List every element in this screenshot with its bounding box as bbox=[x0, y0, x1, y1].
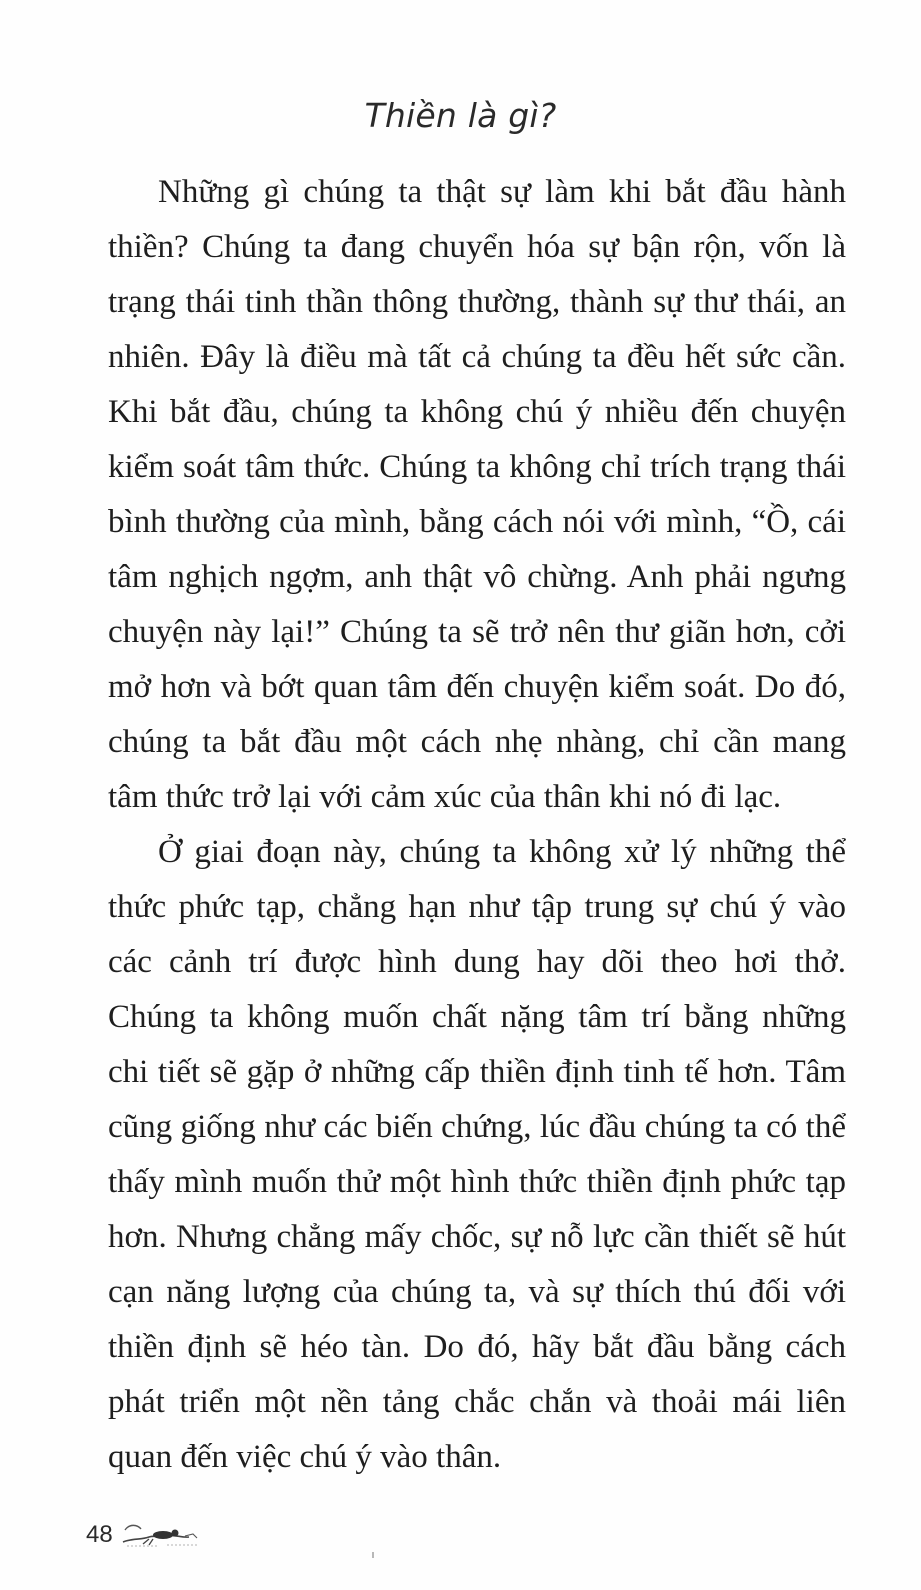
paragraph-1: Những gì chúng ta thật sự làm khi bắt đầu hành thiền? Chúng ta đang chuyển hóa sự bận rộn, vốn là trạng thái tinh thần thông thường, thành sự thư thái, an nhiên. Đây là điều mà tất cả chúng ta đều hết sức cần. Khi bắt đầu, chúng ta không chú ý nhiều đến chuyện kiểm soát tâm thức. Chúng ta không chỉ trích trạng thái bình thường của mình, bằng cách nói với mình, “Ồ, cái tâm nghịch ngợm, anh thật vô chừng. Anh phải ngưng chuyện này lại!” Chúng ta sẽ trở nên thư giãn hơn, cởi mở hơn và bớt quan tâm đến chuyện kiểm soát. Do đó, chúng ta bắt đầu một cách nhẹ nhàng, chỉ cần mang tâm thức trở lại với cảm xúc của thân khi nó đi lạc. bbox=[108, 174, 846, 815]
running-header: Thiền là gì? bbox=[364, 96, 557, 135]
body-text bbox=[108, 165, 846, 1485]
paragraph-2: Ở giai đoạn này, chúng ta không xử lý những thể thức phức tạp, chẳng hạn như tập trung sự chú ý vào các cảnh trí được hình dung hay dõi theo hơi thở. Chúng ta không muốn chất nặng tâm trí bằng những chi tiết sẽ gặp ở những cấp thiền định tinh tế hơn. Tâm cũng giống như các biến chứng, lúc đầu chúng ta có thể thấy mình muốn thử một hình thức thiền định phức tạp hơn. Nhưng chẳng mấy chốc, sự nỗ lực cần thiết sẽ hút cạn năng lượng của chúng ta, và sự thích thú đối với thiền định sẽ héo tàn. Do đó, hãy bắt đầu bằng cách phát triển một nền tảng chắc chắn và thoải mái liên quan đến việc chú ý vào thân. bbox=[108, 834, 846, 1475]
reclining-figure-icon bbox=[119, 1520, 201, 1550]
page-number: 48 bbox=[86, 1521, 113, 1548]
page-footer bbox=[86, 1515, 201, 1555]
scan-speck bbox=[372, 1552, 374, 1558]
